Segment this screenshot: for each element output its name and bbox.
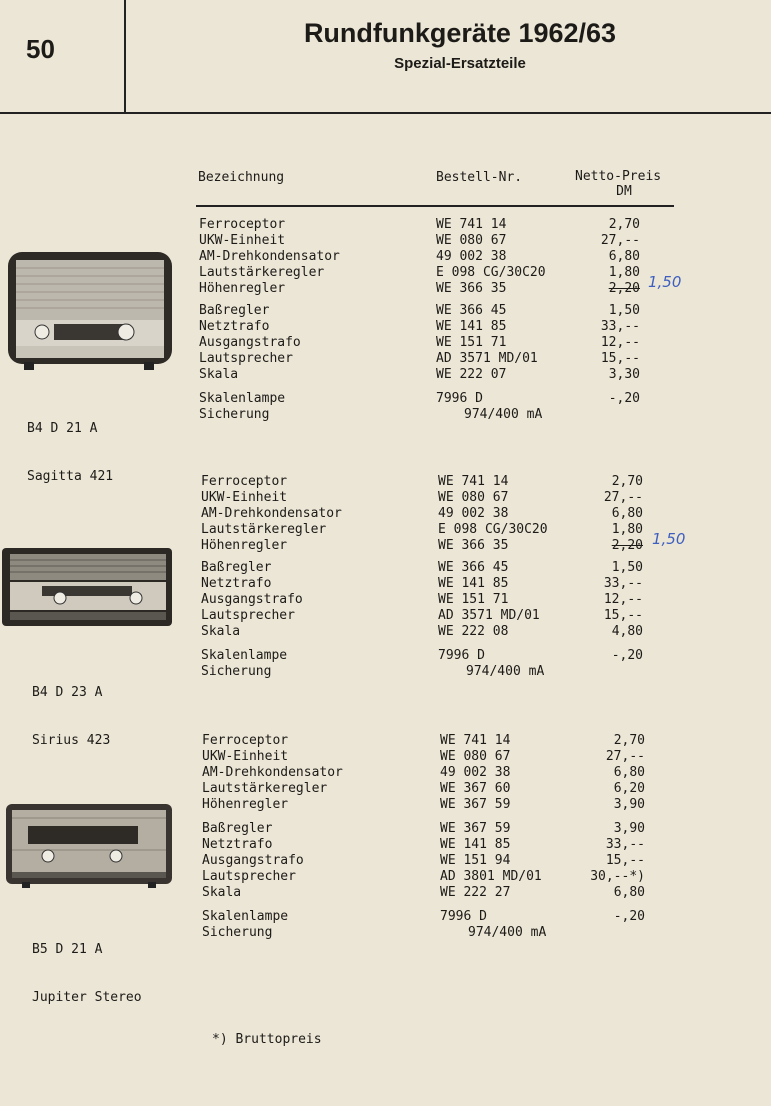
part-description: AM-Drehkondensator	[201, 506, 342, 521]
part-price: 4,80	[611, 624, 643, 639]
part-description: Ferroceptor	[202, 733, 289, 748]
part-description: Höhenregler	[199, 281, 286, 296]
table-row	[0, 233, 771, 249]
part-description: Sicherung	[199, 407, 270, 422]
part-description: Ausgangstrafo	[199, 335, 301, 350]
table-row	[0, 506, 771, 522]
part-order-number: WE 741 14	[438, 474, 509, 489]
table-row	[0, 249, 771, 265]
part-order-number: WE 366 35	[438, 538, 509, 553]
handwritten-price-correction: 1,50	[648, 273, 682, 291]
part-description: Lautsprecher	[201, 608, 295, 623]
model-code: B5 D 21 A	[32, 942, 103, 957]
part-description: Skala	[201, 624, 241, 639]
part-order-number: WE 080 67	[440, 749, 511, 764]
part-price: 2,70	[613, 733, 645, 748]
part-order-number: WE 222 07	[436, 367, 507, 382]
table-row	[0, 797, 771, 813]
part-description: Lautstärkeregler	[202, 781, 328, 796]
part-description: Lautsprecher	[199, 351, 293, 366]
table-row	[0, 391, 771, 407]
part-description: Skalenlampe	[202, 909, 289, 924]
part-description: Netztrafo	[202, 837, 273, 852]
part-price: -,20	[611, 648, 643, 663]
page-subtitle: Spezial-Ersatzteile	[394, 55, 526, 72]
part-description: Netztrafo	[201, 576, 272, 591]
table-row	[0, 351, 771, 367]
column-header-price	[575, 169, 673, 199]
column-header-description: Bezeichnung	[198, 170, 285, 185]
table-row	[0, 733, 771, 749]
part-order-number: 7996 D	[438, 648, 485, 663]
part-order-number: WE 151 71	[436, 335, 507, 350]
part-price: 6,80	[613, 885, 645, 900]
part-price: 1,80	[611, 522, 643, 537]
part-price: 12,--	[603, 592, 643, 607]
model-name: Sagitta 421	[27, 469, 114, 484]
table-row	[0, 821, 771, 837]
table-row	[0, 217, 771, 233]
table-row	[0, 664, 771, 680]
page-number: 50	[26, 34, 55, 64]
part-order-number: AD 3571 MD/01	[436, 351, 538, 366]
table-row	[0, 303, 771, 319]
table-row	[0, 560, 771, 576]
part-description: Ausgangstrafo	[201, 592, 303, 607]
part-price: 33,--	[605, 837, 645, 852]
part-description: UKW-Einheit	[201, 490, 288, 505]
table-row	[0, 490, 771, 506]
part-order-number: WE 222 27	[440, 885, 511, 900]
model-code: B4 D 21 A	[27, 421, 98, 436]
part-order-number: WE 080 67	[436, 233, 507, 248]
part-price: 3,90	[613, 797, 645, 812]
part-description: Lautstärkeregler	[201, 522, 327, 537]
part-price: 2,20	[611, 538, 643, 553]
part-order-number: 7996 D	[436, 391, 483, 406]
part-order-number: WE 222 08	[438, 624, 509, 639]
part-price: 1,50	[608, 303, 640, 318]
part-order-number: 974/400 mA	[468, 925, 547, 940]
table-row	[0, 765, 771, 781]
table-row	[0, 273, 771, 297]
part-order-number: AD 3571 MD/01	[438, 608, 540, 623]
table-row	[0, 576, 771, 592]
table-row	[0, 925, 771, 941]
part-description: Skala	[199, 367, 239, 382]
part-order-number: WE 741 14	[440, 733, 511, 748]
part-description: Skalenlampe	[199, 391, 286, 406]
part-description: AM-Drehkondensator	[199, 249, 340, 264]
part-description: Lautstärkeregler	[199, 265, 325, 280]
table-row	[0, 367, 771, 383]
part-description: Baßregler	[202, 821, 273, 836]
part-description: Skalenlampe	[201, 648, 288, 663]
part-order-number: WE 080 67	[438, 490, 509, 505]
part-order-number: WE 366 45	[438, 560, 509, 575]
page-title: Rundfunkgeräte 1962/63	[303, 18, 617, 48]
part-price: 33,--	[600, 319, 640, 334]
column-header-price-line1: Netto-Preis	[575, 169, 662, 184]
part-description: Ferroceptor	[201, 474, 288, 489]
table-row	[0, 474, 771, 490]
part-description: Skala	[202, 885, 242, 900]
part-description: AM-Drehkondensator	[202, 765, 343, 780]
part-description: UKW-Einheit	[199, 233, 286, 248]
part-price: 3,30	[608, 367, 640, 382]
model-name: Jupiter Stereo	[32, 990, 142, 1005]
part-price: -,20	[608, 391, 640, 406]
part-order-number: 974/400 mA	[466, 664, 545, 679]
table-row	[0, 624, 771, 640]
part-description: Ausgangstrafo	[202, 853, 304, 868]
part-description: Höhenregler	[201, 538, 288, 553]
table-row	[0, 319, 771, 335]
part-description: Lautsprecher	[202, 869, 296, 884]
part-price: -,20	[613, 909, 645, 924]
part-order-number: WE 366 45	[436, 303, 507, 318]
table-row	[0, 530, 771, 554]
part-price: 6,80	[608, 249, 640, 264]
handwritten-price-correction: 1,50	[652, 530, 686, 548]
part-description: UKW-Einheit	[202, 749, 289, 764]
table-row	[0, 869, 771, 885]
column-header-price-unit: DM	[616, 184, 632, 199]
part-price: 30,--*)	[590, 869, 645, 884]
column-header-order-no: Bestell-Nr.	[436, 170, 523, 185]
part-price: 27,--	[600, 233, 640, 248]
part-price: 2,20	[608, 281, 640, 296]
part-order-number: E 098 CG/30C20	[436, 265, 546, 280]
part-order-number: E 098 CG/30C20	[438, 522, 548, 537]
part-order-number: WE 141 85	[438, 576, 509, 591]
part-price: 2,70	[611, 474, 643, 489]
model-code: B4 D 23 A	[32, 685, 103, 700]
part-price: 1,80	[608, 265, 640, 280]
part-order-number: 7996 D	[440, 909, 487, 924]
header-divider-vertical	[124, 0, 126, 113]
part-price: 15,--	[605, 853, 645, 868]
model-name: Sirius 423	[32, 733, 111, 748]
column-header-rule	[196, 205, 674, 207]
table-row	[0, 781, 771, 797]
part-order-number: AD 3801 MD/01	[440, 869, 542, 884]
part-price: 15,--	[603, 608, 643, 623]
part-order-number: 974/400 mA	[464, 407, 543, 422]
part-description: Ferroceptor	[199, 217, 286, 232]
table-row	[0, 608, 771, 624]
table-row	[0, 853, 771, 869]
part-description: Baßregler	[199, 303, 270, 318]
part-order-number: WE 151 94	[440, 853, 511, 868]
table-row	[0, 407, 771, 423]
part-price: 6,80	[613, 765, 645, 780]
part-order-number: WE 141 85	[440, 837, 511, 852]
table-row	[0, 909, 771, 925]
table-row	[0, 749, 771, 765]
part-description: Sicherung	[202, 925, 273, 940]
part-order-number: WE 367 59	[440, 797, 511, 812]
part-price: 6,80	[611, 506, 643, 521]
part-order-number: WE 367 60	[440, 781, 511, 796]
part-price: 27,--	[603, 490, 643, 505]
table-row	[0, 648, 771, 664]
part-order-number: WE 141 85	[436, 319, 507, 334]
table-row	[0, 592, 771, 608]
part-price: 6,20	[613, 781, 645, 796]
part-order-number: WE 741 14	[436, 217, 507, 232]
part-price: 2,70	[608, 217, 640, 232]
part-order-number: WE 367 59	[440, 821, 511, 836]
part-price: 1,50	[611, 560, 643, 575]
table-row	[0, 837, 771, 853]
part-price: 33,--	[603, 576, 643, 591]
table-row	[0, 335, 771, 351]
part-order-number: 49 002 38	[438, 506, 509, 521]
part-description: Baßregler	[201, 560, 272, 575]
part-order-number: 49 002 38	[436, 249, 507, 264]
part-description: Netztrafo	[199, 319, 270, 334]
part-order-number: 49 002 38	[440, 765, 511, 780]
footnote: *) Bruttopreis	[212, 1032, 322, 1047]
part-price: 12,--	[600, 335, 640, 350]
part-price: 3,90	[613, 821, 645, 836]
part-description: Sicherung	[201, 664, 272, 679]
part-order-number: WE 366 35	[436, 281, 507, 296]
part-description: Höhenregler	[202, 797, 289, 812]
header-divider-horizontal	[0, 112, 771, 114]
part-order-number: WE 151 71	[438, 592, 509, 607]
part-price: 15,--	[600, 351, 640, 366]
part-price: 27,--	[605, 749, 645, 764]
table-row	[0, 885, 771, 901]
